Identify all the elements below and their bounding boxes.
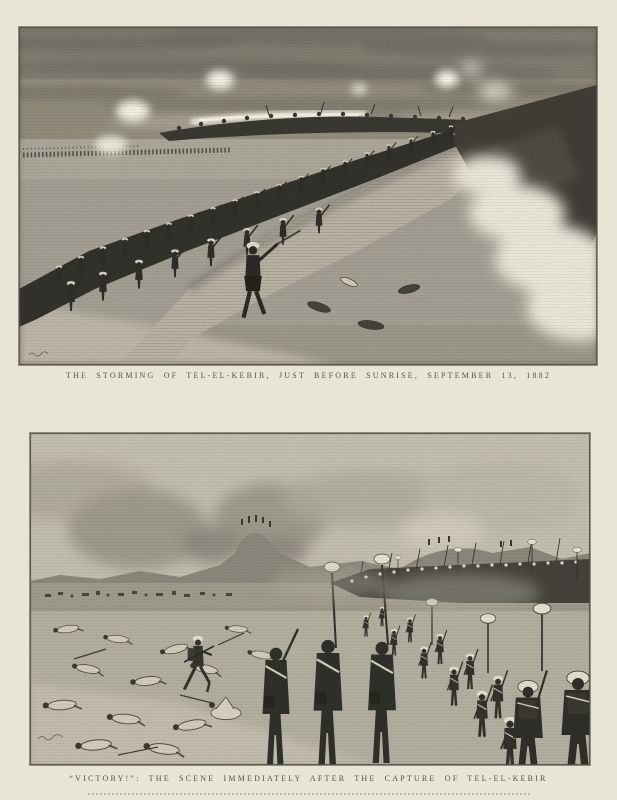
engraving-hatch xyxy=(19,27,597,365)
engraving-storming xyxy=(19,27,597,365)
caption-victory: “VICTORY!”: THE SCENE IMMEDIATELY AFTER THE CAPTURE OF TEL-EL-KEBIR xyxy=(69,774,548,783)
engraving-victory xyxy=(30,433,590,765)
engraving-hatch xyxy=(30,433,590,765)
caption-storming: THE STORMING OF TEL-EL-KEBIR, JUST BEFORE SUNRISE, SEPTEMBER 13, 1882 xyxy=(65,371,552,380)
cropped-text-remnant xyxy=(88,793,530,795)
